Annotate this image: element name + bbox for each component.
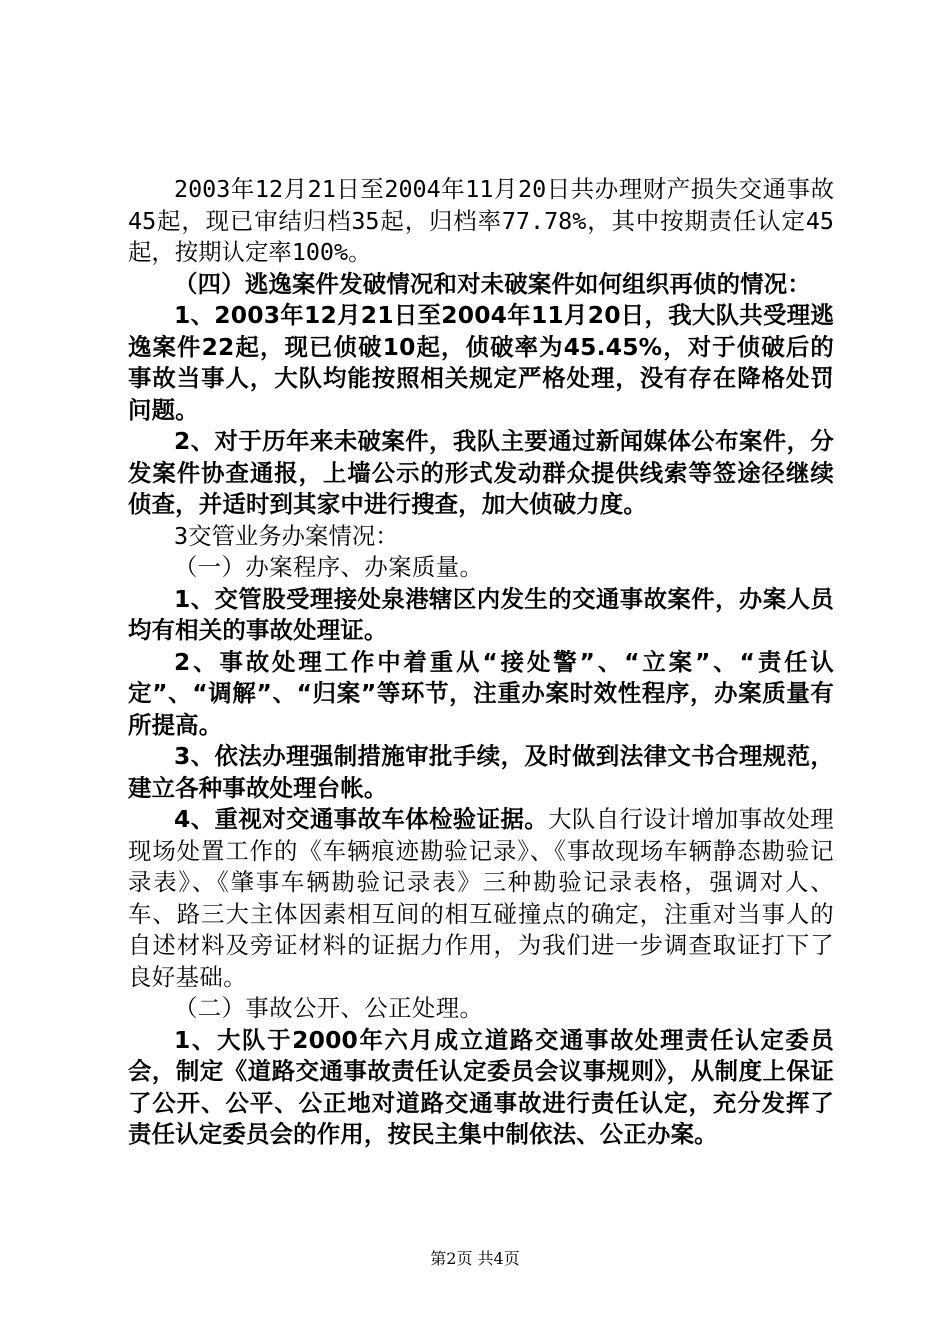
page-footer: 第2页 共4页 <box>430 1249 520 1268</box>
paragraph-liability-committee: 1、大队于2000年六月成立道路交通事故处理责任认定委员会，制定《道路交通事故责任认定委员会议事规则》，从制度上保证了公开、公平、公正地对道路交通事故进行责任认定，充分发挥了责任认定委员会的作用，按民主集中制依法、公正办案。 <box>128 1025 834 1148</box>
paragraph-process-stages: 2、事故处理工作中着重从“接处警”、“立案”、“责任认定”、“调解”、“归案”等环节，注重办案时效性程序，办案质量有所提高。 <box>128 647 834 739</box>
paragraph-vehicle-inspection-lead: 4、重视对交通事故车体检验证据。 <box>174 805 549 833</box>
paragraph-coercive-measures: 3、依法办理强制措施审批手续，及时做到法律文书合理规范，建立各种事故处理台帐。 <box>128 742 834 802</box>
subsection-heading-open-fair: （二）事故公开、公正处理。 <box>174 994 484 1022</box>
paragraph-hit-and-run-stats: 1、2003年12月21日至2004年11月20日，我大队共受理逃逸案件22起，现已侦破10起，侦破率为45.45%，对于侦破后的事故当事人，大队均能按照相关规定严格处理，没有存在降格处罚问题。 <box>128 301 834 424</box>
subsection-heading-procedure-quality: （一）办案程序、办案质量。 <box>174 553 484 581</box>
paragraph-vehicle-inspection <box>128 804 834 993</box>
paragraph-property-damage-stats: 2003年12月21日至2004年11月20日共办理财产损失交通事故45起，现已审结归档35起，归档率77.78%，其中按期责任认定45起，按期认定率100%。 <box>128 175 834 266</box>
paragraph-case-acceptance: 1、交管股受理接处泉港辖区内发生的交通事故案件，办案人员均有相关的事故处理证。 <box>128 584 834 644</box>
paragraph-vehicle-inspection-body: 大队自行设计增加事故处理现场处置工作的《车辆痕迹勘验记录》、《事故现场车辆静态勘验记录表》、《肇事车辆勘验记录表》三种勘验记录表格，强调对人、车、路三大主体因素相互间的相互碰撞点的确定，注重对当事人的自述材料及旁证材料的证据力作用，为我们进一步调查取证打下了良好基础。 <box>128 805 834 991</box>
section-heading-hit-and-run: （四）逃逸案件发破情况和对未破案件如何组织再侦的情况： <box>174 269 811 298</box>
paragraph-unsolved-cases: 2、对于历年来未破案件，我队主要通过新闻媒体公布案件，分发案件协查通报，上墙公示的形式发动群众提供线索等签途径继续侦查，并适时到其家中进行搜查，加大侦破力度。 <box>128 427 834 518</box>
document-body <box>128 174 834 1151</box>
section-heading-case-handling: 3交管业务办案情况： <box>174 521 399 550</box>
